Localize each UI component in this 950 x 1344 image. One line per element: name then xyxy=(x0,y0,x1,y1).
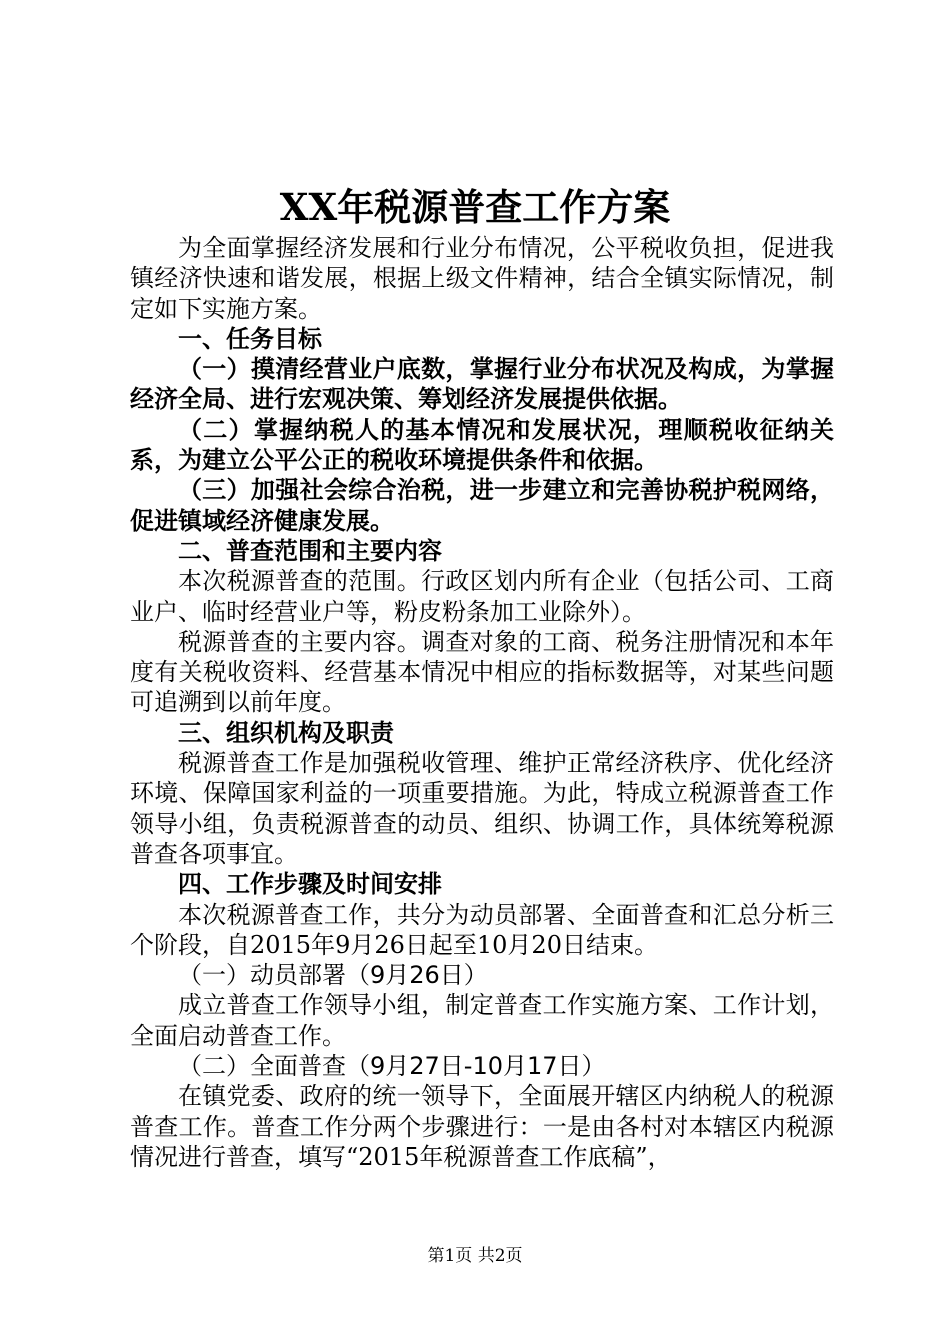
document-body xyxy=(130,233,834,1172)
scope-paragraph: 本次税源普查的范围。行政区划内所有企业（包括公司、工商业户、临时经营业户等，粉皮粉条加工业除外）。 xyxy=(130,567,834,626)
section-heading-scope: 二、普查范围和主要内容 xyxy=(178,536,442,565)
content-paragraph: 税源普查的主要内容。调查对象的工商、税务注册情况和本年度有关税收资料、经营基本情况中相应的指标数据等，对某些问题可追溯到以前年度。 xyxy=(130,627,834,717)
phase-heading-1: （一）动员部署（9月26日） xyxy=(178,961,488,990)
section-heading-schedule: 四、工作步骤及时间安排 xyxy=(178,870,442,899)
phase-1-paragraph: 成立普查工作领导小组，制定普查工作实施方案、工作计划，全面启动普查工作。 xyxy=(130,991,834,1050)
phase-heading-2: （二）全面普查（9月27日-10月17日） xyxy=(178,1052,606,1081)
section-heading-goals: 一、任务目标 xyxy=(178,324,322,353)
goal-item-2: （二）掌握纳税人的基本情况和发展状况，理顺税收征纳关系，为建立公平公正的税收环境提供条件和依据。 xyxy=(130,415,834,475)
section-heading-organization: 三、组织机构及职责 xyxy=(178,718,394,747)
document-title: XX年税源普查工作方案 xyxy=(279,185,671,229)
goal-item-3: （三）加强社会综合治税，进一步建立和完善协税护税网络，促进镇域经济健康发展。 xyxy=(130,476,834,535)
goal-item-1: （一）摸清经营业户底数，掌握行业分布状况及构成，为掌握经济全局、进行宏观决策、筹划经济发展提供依据。 xyxy=(130,355,834,414)
phase-2-paragraph: 在镇党委、政府的统一领导下，全面展开辖区内纳税人的税源普查工作。普查工作分两个步骤进行：一是由各村对本辖区内税源情况进行普查，填写“2015年税源普查工作底稿”， xyxy=(130,1082,834,1171)
intro-paragraph: 为全面掌握经济发展和行业分布情况，公平税收负担，促进我镇经济快速和谐发展，根据上级文件精神，结合全镇实际情况，制定如下实施方案。 xyxy=(130,234,834,323)
schedule-paragraph: 本次税源普查工作，共分为动员部署、全面普查和汇总分析三个阶段，自2015年9月26日起至10月20日结束。 xyxy=(130,900,834,959)
organization-paragraph: 税源普查工作是加强税收管理、维护正常经济秩序、优化经济环境、保障国家利益的一项重要措施。为此，特成立税源普查工作领导小组，负责税源普查的动员、组织、协调工作，具体统筹税源普查各项事宜。 xyxy=(130,749,834,868)
page-footer: 第1页 共2页 xyxy=(427,1246,523,1266)
